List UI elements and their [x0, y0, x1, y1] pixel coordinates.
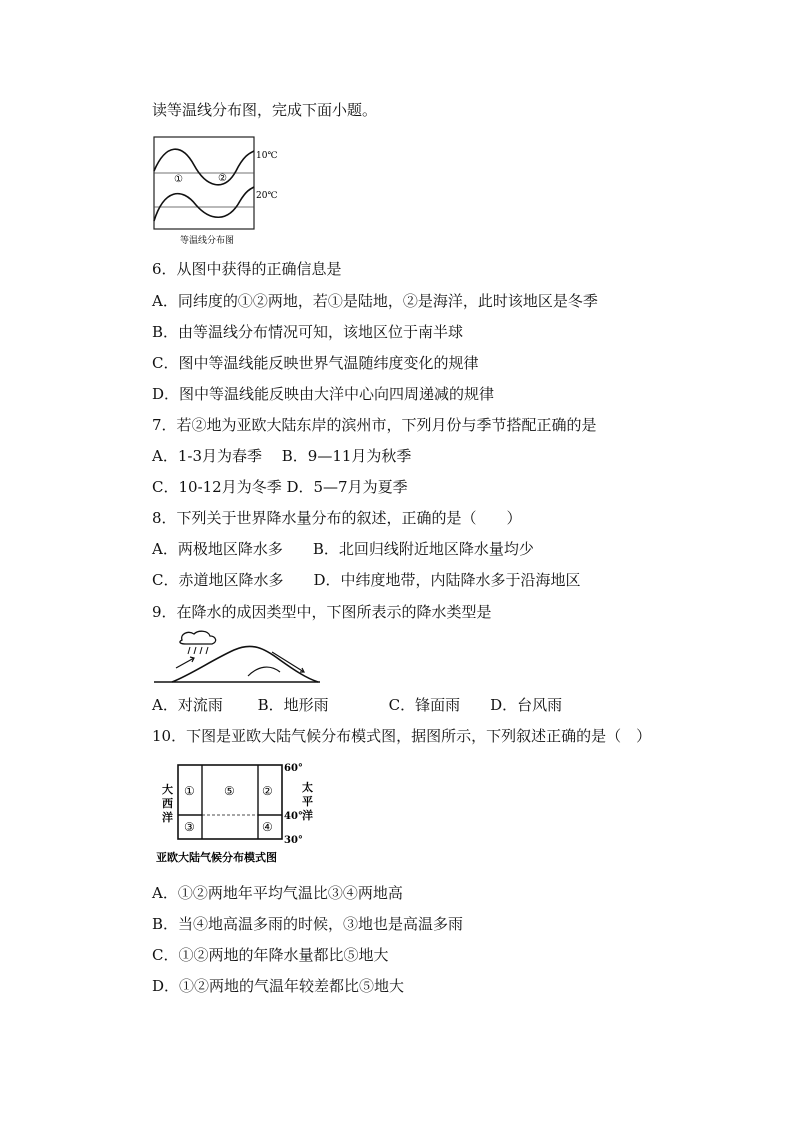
q10-stem: 10．下图是亚欧大陆气候分布模式图，据图所示，下列叙述正确的是（ ）	[152, 727, 652, 745]
q6-option-b: B．由等温线分布情况可知，该地区位于南半球	[152, 323, 464, 341]
rain-drop	[206, 647, 208, 654]
region-3-marker: ③	[184, 820, 195, 834]
lat-60-label: 60°	[284, 763, 303, 774]
wind-arrow-right	[272, 652, 304, 672]
rain-drop	[194, 647, 196, 654]
q10-option-d: D．①②两地的气温年较差都比⑤地大	[152, 977, 405, 995]
mountain-ridge-line	[248, 667, 280, 676]
pacific-label-char: 平	[302, 795, 313, 808]
rain-drop	[200, 647, 202, 654]
atlantic-label-char: 大	[162, 783, 173, 796]
isotherm-figure	[152, 135, 284, 250]
q10-option-b: B．当④地高温多雨的时候，③地也是高温多雨	[152, 915, 464, 933]
q6-option-d: D．图中等温线能反映由大洋中心向四周递减的规律	[152, 385, 495, 403]
lat-40-label: 40°	[284, 811, 303, 822]
region-1-marker: ①	[184, 784, 195, 798]
rain-drop	[188, 647, 190, 654]
cloud-icon	[180, 631, 216, 644]
isotherm-20	[154, 187, 254, 221]
q8-option-cd: C．赤道地区降水多 D．中纬度地带，内陆降水多于沿海地区	[152, 571, 581, 589]
q9-options: A．对流雨 B．地形雨 C．锋面雨 D．台风雨	[152, 696, 563, 714]
q6-option-a: A．同纬度的①②两地，若①是陆地，②是海洋，此时该地区是冬季	[152, 292, 598, 310]
isotherm-20-label: 20℃	[256, 191, 278, 201]
pacific-label-char: 洋	[302, 809, 313, 822]
pacific-label-char: 太	[302, 781, 313, 794]
point-1-marker: ①	[174, 174, 183, 185]
lat-30-label: 30°	[284, 835, 303, 846]
intro-text: 读等温线分布图，完成下面小题。	[152, 101, 378, 119]
region-2-marker: ②	[262, 784, 273, 798]
eurasia-climate-figure	[152, 757, 322, 867]
atlantic-label-char: 西	[162, 797, 173, 810]
isotherm-10-label: 10℃	[256, 151, 278, 161]
q10-option-c: C．①②两地的年降水量都比⑤地大	[152, 946, 389, 964]
isotherm-10	[154, 149, 254, 185]
orographic-rain-figure	[152, 630, 322, 685]
q6-stem: 6．从图中获得的正确信息是	[152, 260, 342, 278]
q8-stem: 8．下列关于世界降水量分布的叙述，正确的是（ ）	[152, 509, 522, 527]
q7-option-cd: C．10-12月为冬季 D．5—7月为夏季	[152, 478, 408, 496]
q7-option-ab: A．1-3月为春季 B．9—11月为秋季	[152, 447, 412, 465]
isotherm-figure-caption: 等温线分布图	[180, 236, 235, 246]
eurasia-figure-caption: 亚欧大陆气候分布模式图	[156, 851, 277, 864]
atlantic-label-char: 洋	[162, 811, 173, 824]
wind-arrow-left	[176, 658, 194, 668]
q8-option-ab: A．两极地区降水多 B．北回归线附近地区降水量均少	[152, 540, 534, 558]
q7-stem: 7．若②地为亚欧大陆东岸的滨州市，下列月份与季节搭配正确的是	[152, 416, 597, 434]
region-5-marker: ⑤	[224, 784, 235, 798]
region-4-marker: ④	[262, 820, 273, 834]
q6-option-c: C．图中等温线能反映世界气温随纬度变化的规律	[152, 354, 479, 372]
point-2-marker: ②	[218, 173, 227, 184]
q10-option-a: A．①②两地年平均气温比③④两地高	[152, 884, 403, 902]
q9-stem: 9．在降水的成因类型中，下图所表示的降水类型是	[152, 603, 492, 621]
mountain-outline	[172, 646, 318, 682]
